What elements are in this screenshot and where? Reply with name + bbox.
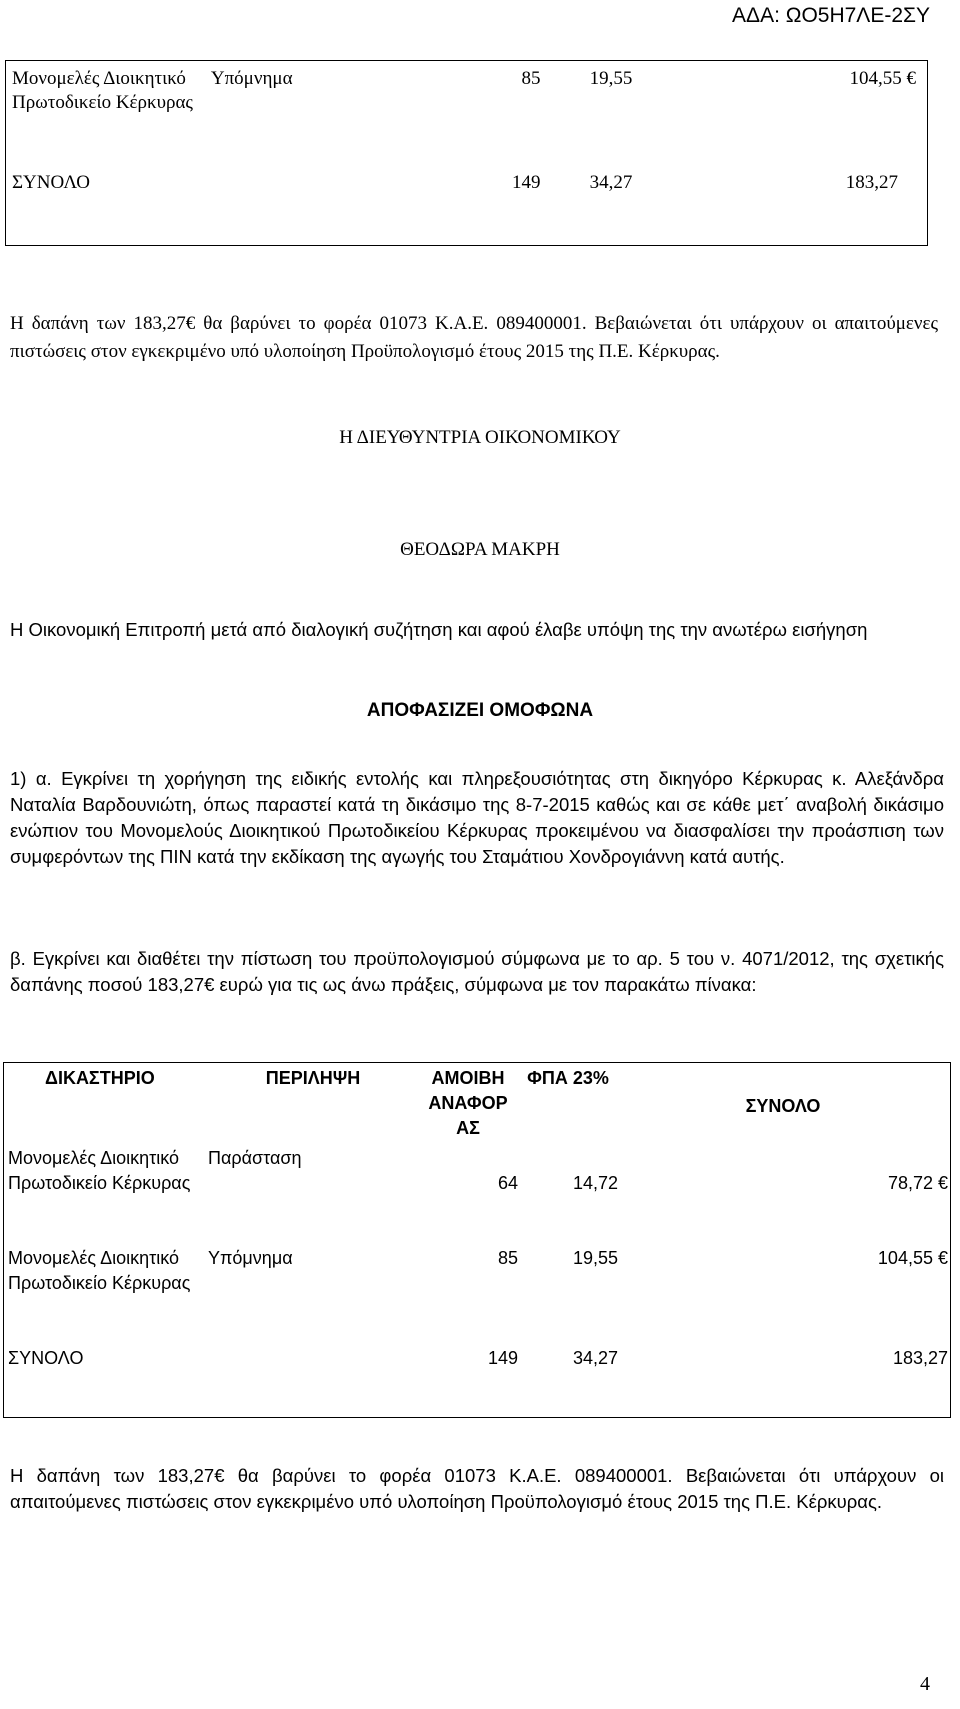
committee-text: Η Οικονομική Επιτροπή μετά από διαλογική συζήτηση και αφού έλαβε υπόψη της την ανωτέρω εισήγηση — [10, 619, 868, 640]
expense-table — [8, 1066, 948, 1371]
signatory-name: ΘΕΟΔΩΡΑ ΜΑΚΡΗ — [400, 539, 560, 560]
expense-table-top — [5, 60, 928, 246]
cell-summary: Παράσταση — [208, 1148, 302, 1168]
header-summary: ΠΕΡΙΛΗΨΗ — [265, 1068, 361, 1088]
expense-note-2: Η δαπάνη των 183,27€ θα βαρύνει το φορέα 01073 Κ.Α.Ε. 089400001. Βεβαιώνεται ότι υπάρχουν οι απαιτούμενες πιστώσεις στον εγκεκριμένο υπό υλοποίηση Προϋπολογισμό έτους 2015 της Π.Ε. Κέρκυρας. — [10, 1465, 944, 1512]
table-frame — [6, 61, 928, 246]
cell-vat: 14,72 — [572, 1173, 618, 1193]
cell-fee: 149 — [487, 1348, 518, 1368]
cell-fee: 85 — [521, 68, 541, 89]
decision-b: β. Εγκρίνει και διαθέτει την πίστωση του προϋπολογισμού σύμφωνα με το αρ. 5 του ν. 4071/2012, της σχετικής δαπάνης ποσού 183,27€ ευρώ για τις ως άνω πράξεις, σύμφωνα με τον παρακάτω πίνακα: — [10, 948, 944, 995]
cell-fee: 85 — [497, 1248, 518, 1268]
cell-summary — [208, 1346, 418, 1371]
table-row — [8, 1146, 948, 1246]
cell-total: 104,55 € — [849, 68, 916, 89]
cell-total: 183,27 — [845, 172, 898, 193]
cell-court: Μονομελές Διοικητικό Πρωτοδικείο Κέρκυρας — [8, 1148, 191, 1193]
cell-court: Μονομελές Διοικητικό Πρωτοδικείο Κέρκυρας — [12, 68, 193, 113]
cell-court: ΣΥΝΟΛΟ — [8, 1348, 84, 1368]
cell-summary: Υπόμνημα — [210, 68, 293, 89]
table-header-row — [8, 1066, 948, 1146]
cell-total: 78,72 € — [887, 1173, 948, 1193]
decision-a: 1) α. Εγκρίνει τη χορήγηση της ειδικής εντολής και πληρεξουσιότητας στη δικηγόρο Κέρκυρας κ. Αλεξάνδρα Ναταλία Βαρδουνιώτη, όπως παραστεί κατά τη δικάσιμο της 8-7-2015 καθώς και σε κάθε μετ΄ αναβολή δικάσιμο ενώπιον του Μονομελούς Διοικητικού Πρωτοδικείου Κέρκυρας προκειμένου να διασφαλίσει την προάσπιση των συμφερόντων της ΠΙΝ κατά την εκδίκαση της αγωγής του Σταμάτιου Χονδρογιάννη κατά αυτής. — [10, 768, 944, 867]
cell-vat: 34,27 — [589, 172, 633, 193]
cell-summary: Υπόμνημα — [208, 1248, 293, 1268]
cell-vat: 34,27 — [572, 1348, 618, 1368]
header-fee: ΑΜΟΙΒΗ ΑΝΑΦΟΡ ΑΣ — [428, 1068, 508, 1138]
header-vat: ΦΠΑ 23% — [527, 1068, 609, 1088]
cell-total: 104,55 € — [877, 1248, 948, 1268]
cell-fee: 64 — [497, 1173, 518, 1193]
table-row-total — [8, 1346, 948, 1371]
header-total: ΣΥΝΟΛΟ — [745, 1095, 821, 1116]
cell-court: Μονομελές Διοικητικό Πρωτοδικείο Κέρκυρας — [8, 1248, 191, 1293]
table-row — [6, 61, 928, 246]
signatory-title: Η ΔΙΕΥΘΥΝΤΡΙΑ ΟΙΚΟΝΟΜΙΚΟΥ — [339, 427, 621, 448]
cell-summary — [211, 171, 433, 195]
page-number: 4 — [920, 1673, 930, 1695]
decision-heading: ΑΠΟΦΑΣΙΖΕΙ ΟΜΟΦΩΝΑ — [366, 700, 594, 721]
header-court: ΔΙΚΑΣΤΗΡΙΟ — [45, 1068, 155, 1088]
expense-note-1: Η δαπάνη των 183,27€ θα βαρύνει το φορέα 01073 Κ.Α.Ε. 089400001. Βεβαιώνεται ότι υπάρχουν οι απαιτούμενες πιστώσεις στον εγκεκριμένο υπό υλοποίηση Προϋπολογισμό έτους 2015 της Π.Ε. Κέρκυρας. — [10, 313, 938, 362]
cell-vat: 19,55 — [589, 68, 633, 89]
ada-code: ΑΔΑ: ΩΟ5Η7ΛΕ-2ΣΥ — [732, 4, 930, 27]
cell-total: 183,27 — [892, 1348, 948, 1368]
table-row — [8, 1246, 948, 1346]
cell-court: ΣΥΝΟΛΟ — [12, 172, 91, 193]
cell-vat: 19,55 — [572, 1248, 618, 1268]
cell-fee: 149 — [511, 172, 541, 193]
